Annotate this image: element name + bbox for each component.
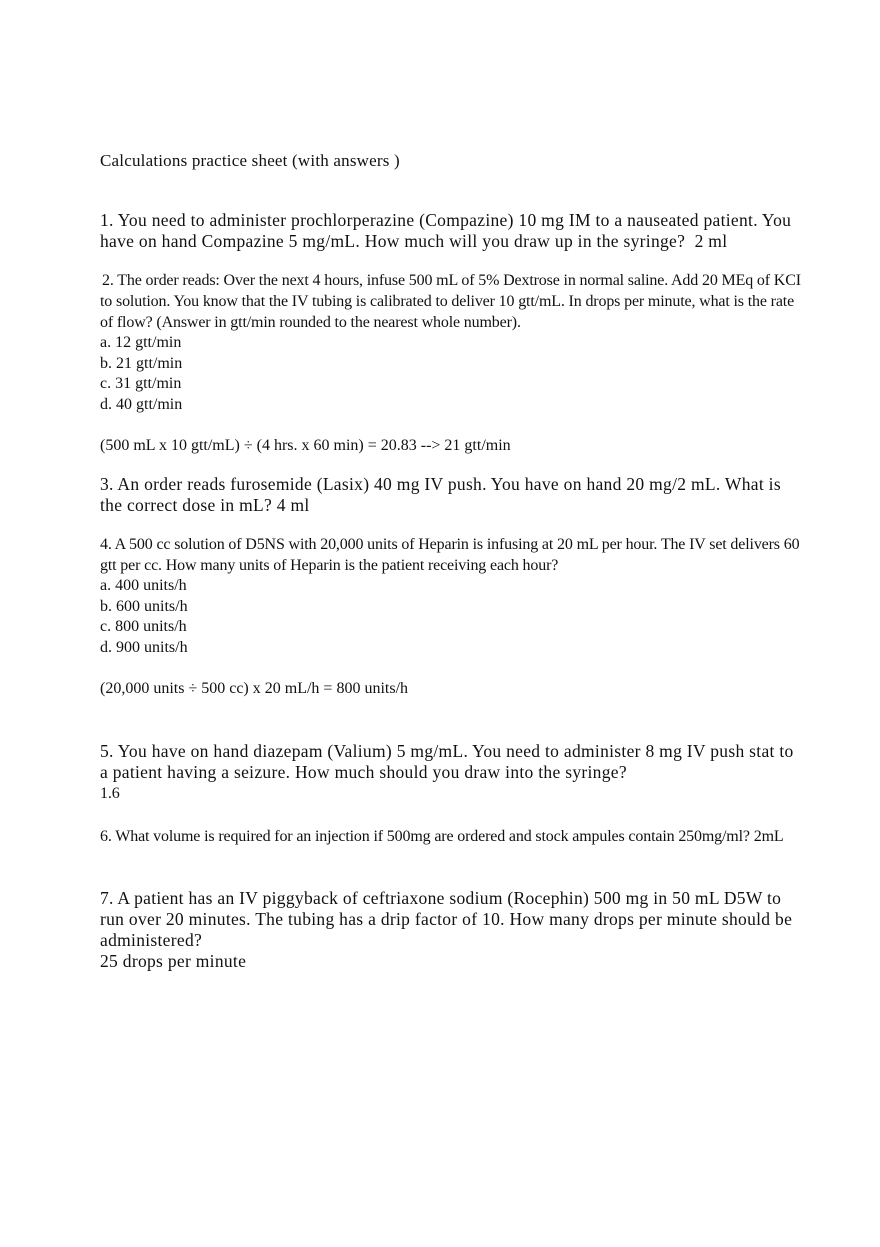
question-4-option-a: a. 400 units/h	[100, 577, 187, 594]
question-4-option-d: d. 900 units/h	[100, 638, 188, 656]
question-7-text: 7. A patient has an IV piggyback of ceftriaxone sodium (Rocephin) 500 mg in 50 mL D5W to run over 20 minutes. The tubing has a drip factor of 10. How many drops per minute should be administered?	[100, 888, 793, 950]
question-6-text: 6. What volume is required for an injection if 500mg are ordered and stock ampules contain 250mg/ml?	[100, 828, 750, 845]
question-3-answer: 4 ml	[276, 495, 310, 515]
question-5-text: 5. You have on hand diazepam (Valium) 5 mg/mL. You need to administer 8 mg IV push stat to a patient having a seizure. How much should you draw into the syringe?	[100, 741, 794, 782]
question-3	[100, 474, 805, 516]
question-4-option-b: b. 600 units/h	[100, 597, 188, 615]
question-5	[100, 741, 805, 804]
question-2	[100, 270, 805, 456]
question-1-text: 1. You need to administer prochlorperazine (Compazine) 10 mg IM to a nauseated patient. You have on hand Compazine 5 mg/mL. How much will you draw up in the syringe?	[100, 210, 792, 251]
question-1	[100, 210, 805, 252]
question-7-answer: 25 drops per minute	[100, 951, 247, 971]
question-2-work: (500 mL x 10 gtt/mL) ÷ (4 hrs. x 60 min) = 20.83 --> 21 gtt/min	[100, 437, 511, 454]
question-2-option-c: c. 31 gtt/min	[100, 375, 182, 392]
question-3-text: 3. An order reads furosemide (Lasix) 40 mg IV push. You have on hand 20 mg/2 mL. What is the correct dose in mL?	[100, 474, 781, 515]
question-4-text: 4. A 500 cc solution of D5NS with 20,000 units of Heparin is infusing at 20 mL per hour. The IV set delivers 60 gtt per cc. How many units of Heparin is the patient receiving each hour?	[100, 536, 800, 574]
question-2-text: 2. The order reads: Over the next 4 hours, infuse 500 mL of 5% Dextrose in normal saline. Add 20 MEq of KCI to solution. You know that the IV tubing is calibrated to deliver 10 gtt/mL. In drops per minute, what is the rate of flow? (Answer in gtt/min rounded to the nearest whole number).	[100, 272, 801, 331]
question-4-option-c: c. 800 units/h	[100, 618, 187, 635]
question-6-answer: 2mL	[753, 828, 784, 845]
question-5-answer: 1.6	[100, 785, 120, 802]
question-4-work: (20,000 units ÷ 500 cc) x 20 mL/h = 800 units/h	[100, 680, 409, 697]
document-page	[100, 150, 805, 972]
question-2-option-b: b. 21 gtt/min	[100, 354, 183, 372]
question-2-option-d: d. 40 gtt/min	[100, 395, 183, 413]
page-title: Calculations practice sheet (with answers )	[100, 151, 400, 170]
question-2-option-a: a. 12 gtt/min	[100, 334, 182, 351]
question-4	[100, 534, 805, 699]
question-7	[100, 888, 805, 972]
question-6	[100, 826, 805, 847]
question-1-answer: 2 ml	[694, 231, 728, 251]
